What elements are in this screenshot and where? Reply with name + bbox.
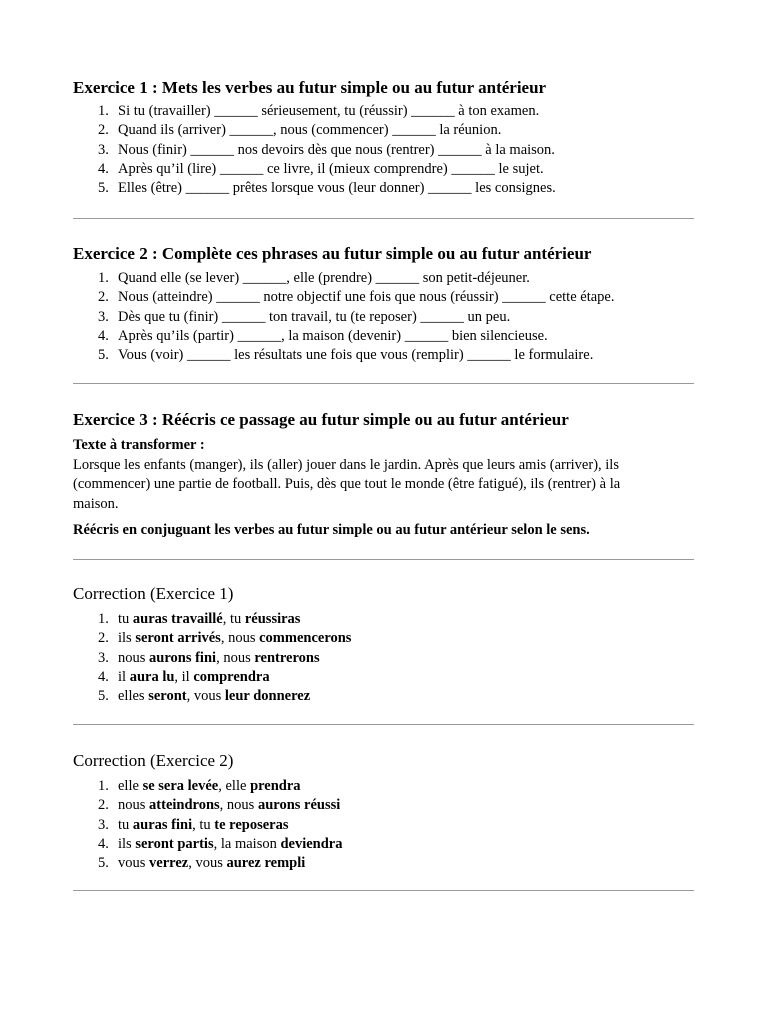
item-text: Si tu (travailler) ______ sérieusement, tu (réussir) ______ à ton examen. <box>118 103 540 119</box>
answer-text: vous <box>118 855 150 872</box>
answer-verb: commencerons <box>259 630 352 647</box>
answer-text: , il <box>174 668 194 685</box>
correction-1 <box>73 584 694 706</box>
item-number: 4. <box>98 668 109 685</box>
answer-verb: aura lu <box>129 668 175 685</box>
exercise-2-title: Exercice 2 : Complète ces phrases au futur simple ou au futur antérieur <box>73 244 592 263</box>
list-item <box>73 610 694 629</box>
list-item <box>73 816 694 835</box>
item-number: 3. <box>98 649 109 666</box>
item-number: 5. <box>98 180 109 197</box>
answer-text: , tu <box>222 611 245 627</box>
answer-text: elles <box>118 688 149 705</box>
divider <box>73 383 694 384</box>
answer-verb: seront partis <box>135 835 214 852</box>
answer-text: , nous <box>219 797 258 814</box>
item-text: Nous (finir) ______ nos devoirs dès que nous (rentrer) ______ à la maison. <box>118 141 555 158</box>
divider <box>73 890 694 891</box>
answer-verb: verrez <box>149 855 189 872</box>
answer-text: tu <box>118 816 133 833</box>
item-number: 5. <box>98 855 109 872</box>
answer-verb: prendra <box>250 778 301 794</box>
item-number: 3. <box>98 141 109 158</box>
item-number: 2. <box>98 289 109 306</box>
answer-text: nous <box>118 649 150 666</box>
item-number: 3. <box>98 308 109 325</box>
item-number: 4. <box>98 160 109 177</box>
instruction: Réécris en conjuguant les verbes au futur simple ou au futur antérieur selon le sens. <box>73 522 590 538</box>
list-item <box>73 179 694 198</box>
text-label: Texte à transformer : <box>73 437 205 453</box>
exercise-3-title: Exercice 3 : Réécris ce passage au futur simple ou au futur antérieur <box>73 410 569 429</box>
item-text: Quand elle (se lever) ______, elle (prendre) ______ son petit-déjeuner. <box>118 270 530 286</box>
answer-verb: seront arrivés <box>135 630 221 647</box>
answer-text: ils <box>118 630 136 647</box>
list-item <box>73 796 694 815</box>
item-number: 3. <box>98 816 109 833</box>
answer-text: , la maison <box>213 835 281 852</box>
passage-line: Lorsque les enfants (manger), ils (aller) jouer dans le jardin. Après que leurs amis (arriver), ils <box>73 456 619 473</box>
item-number: 1. <box>98 270 109 286</box>
answer-text: nous <box>118 797 150 814</box>
list-item <box>73 308 694 327</box>
item-number: 4. <box>98 835 109 852</box>
item-text: Dès que tu (finir) ______ ton travail, tu (te reposer) ______ un peu. <box>118 308 511 325</box>
item-number: 5. <box>98 347 109 364</box>
answer-verb: aurons fini <box>149 649 217 666</box>
item-number: 1. <box>98 611 109 627</box>
answer-verb: aurons réussi <box>257 797 341 814</box>
list-item <box>73 777 694 796</box>
list-item <box>73 121 694 140</box>
answer-text: il <box>118 668 130 685</box>
item-number: 2. <box>98 797 109 814</box>
passage-line: maison. <box>73 495 119 512</box>
list-item <box>73 160 694 179</box>
list-item <box>73 835 694 854</box>
correction-2-title: Correction (Exercice 2) <box>73 751 234 770</box>
answer-verb: se sera levée <box>142 778 219 794</box>
answer-text: ils <box>118 835 136 852</box>
correction-1-list <box>73 610 694 706</box>
item-number: 1. <box>98 103 109 119</box>
item-text: Après qu’il (lire) ______ ce livre, il (mieux comprendre) ______ le sujet. <box>118 160 544 177</box>
item-number: 2. <box>98 122 109 139</box>
answer-verb: aurez rempli <box>226 855 306 872</box>
divider <box>73 218 694 219</box>
item-number: 1. <box>98 778 109 794</box>
list-item <box>73 854 694 873</box>
item-text: Vous (voir) ______ les résultats une fois que vous (remplir) ______ le formulaire. <box>118 347 594 364</box>
answer-verb: comprendra <box>193 668 270 685</box>
exercise-1-title: Exercice 1 : Mets les verbes au futur simple ou au futur antérieur <box>73 78 547 97</box>
answer-verb: leur donnerez <box>224 688 311 705</box>
list-item <box>73 269 694 288</box>
answer-verb: auras travaillé <box>132 611 223 627</box>
item-number: 4. <box>98 327 109 344</box>
answer-verb: te reposeras <box>214 816 289 833</box>
exercise-1-list <box>73 102 694 198</box>
answer-verb: auras fini <box>132 816 193 833</box>
divider <box>73 724 694 725</box>
answer-text: , vous <box>186 688 225 705</box>
item-number: 2. <box>98 630 109 647</box>
answer-verb: atteindrons <box>149 797 220 814</box>
answer-text: , elle <box>218 778 251 794</box>
answer-verb: rentrerons <box>254 649 320 666</box>
exercise-2 <box>73 244 694 365</box>
list-item <box>73 102 694 121</box>
answer-text: elle <box>118 778 143 794</box>
list-item <box>73 141 694 160</box>
answer-verb: deviendra <box>280 835 343 852</box>
list-item <box>73 649 694 668</box>
answer-text: , nous <box>220 630 260 647</box>
passage-line: (commencer) une partie de football. Puis, dès que tout le monde (être fatigué), ils (rentrer) à la <box>73 476 621 492</box>
correction-2 <box>73 751 694 873</box>
list-item <box>73 687 694 706</box>
answer-text: , nous <box>216 649 255 666</box>
correction-2-list <box>73 777 694 873</box>
correction-1-title: Correction (Exercice 1) <box>73 584 234 603</box>
answer-verb: réussiras <box>244 611 301 627</box>
list-item <box>73 668 694 687</box>
answer-verb: seront <box>148 688 187 705</box>
list-item <box>73 346 694 365</box>
item-text: Quand ils (arriver) ______, nous (commencer) ______ la réunion. <box>118 122 502 139</box>
answer-text: , tu <box>192 816 215 833</box>
list-item <box>73 327 694 346</box>
list-item <box>73 629 694 648</box>
item-text: Après qu’ils (partir) ______, la maison (devenir) ______ bien silencieuse. <box>118 327 548 344</box>
exercise-3 <box>73 410 694 541</box>
divider <box>73 559 694 560</box>
item-text: Nous (atteindre) ______ notre objectif une fois que nous (réussir) ______ cette étape. <box>118 289 615 306</box>
answer-text: , vous <box>188 855 227 872</box>
answer-text: tu <box>118 611 133 627</box>
exercise-1 <box>73 78 694 198</box>
exercise-2-list <box>73 269 694 365</box>
item-text: Elles (être) ______ prêtes lorsque vous (leur donner) ______ les consignes. <box>118 180 556 197</box>
list-item <box>73 288 694 307</box>
item-number: 5. <box>98 688 109 705</box>
